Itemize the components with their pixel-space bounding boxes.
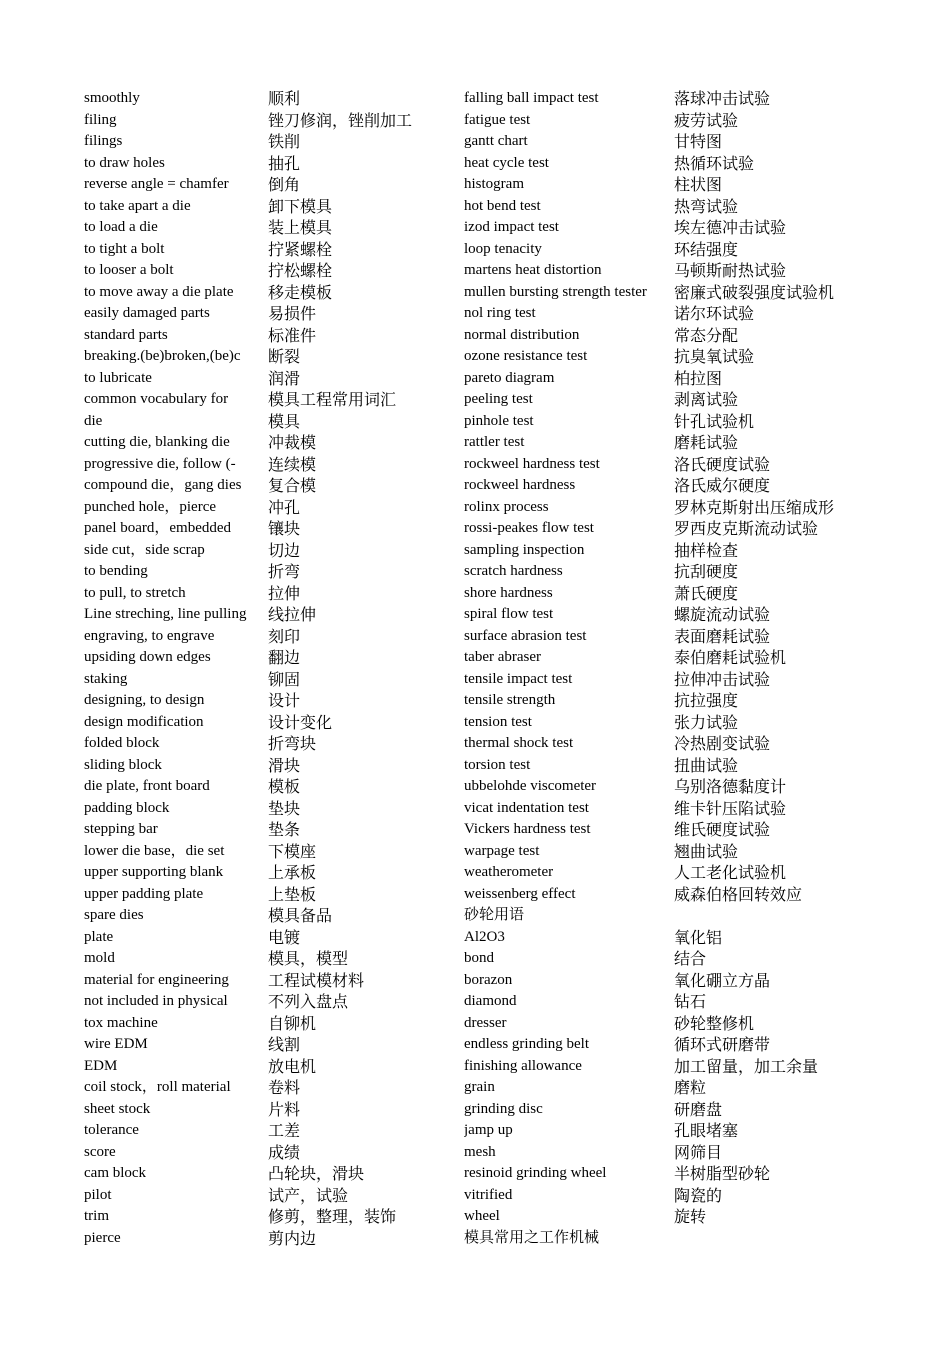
chinese-term: 电镀 (268, 927, 301, 947)
chinese-term: 折弯块 (268, 734, 317, 753)
chinese-term: 上垫板 (268, 884, 317, 904)
english-term: filing (84, 111, 117, 128)
chinese-term: 模具备品 (268, 906, 333, 925)
english-term: lower die base，die set (84, 842, 225, 859)
english-term: rockweel hardness test (464, 455, 600, 472)
english-term: sliding block (84, 756, 162, 773)
english-term: to load a die (84, 219, 158, 235)
chinese-term: 设计变化 (268, 712, 333, 732)
chinese-term: 张力试验 (674, 712, 739, 732)
english-term: side cut，side scrap (84, 541, 205, 558)
english-term: score (84, 1143, 116, 1160)
chinese-term: 剥离试验 (674, 390, 739, 409)
chinese-term: 翘曲试验 (674, 841, 739, 861)
english-term: hot bend test (464, 197, 541, 214)
english-term: to tight a bolt (84, 240, 165, 257)
english-term: izod impact test (464, 219, 559, 235)
english-term: to lubricate (84, 369, 152, 386)
english-term: tension test (464, 713, 532, 730)
english-term: rossi-peakes flow test (464, 520, 594, 536)
chinese-term: 折弯 (268, 562, 301, 581)
chinese-term: 修剪，整理，装饰 (268, 1207, 397, 1226)
chinese-term: 结合 (674, 949, 707, 968)
chinese-term: 设计 (268, 691, 301, 710)
english-term: peeling test (464, 391, 533, 407)
english-term: plate (84, 928, 114, 945)
chinese-term: 剪内边 (268, 1228, 317, 1248)
chinese-term: 抗拉强度 (674, 691, 739, 710)
english-term: tensile impact test (464, 670, 573, 687)
chinese-term: 冲裁模 (268, 433, 317, 452)
chinese-term: 螺旋流动试验 (674, 605, 771, 624)
english-term: endless grinding belt (464, 1036, 589, 1052)
english-term: weissenberg effect (464, 885, 576, 902)
chinese-term: 断裂 (268, 347, 301, 366)
chinese-term: 凸轮块，滑块 (268, 1164, 365, 1183)
english-term: progressive die, follow (- (84, 455, 236, 472)
chinese-term: 热弯试验 (674, 196, 739, 216)
english-term: cutting die, blanking die (84, 434, 230, 450)
chinese-term: 表面磨耗试验 (674, 626, 771, 646)
chinese-term: 铆固 (268, 669, 301, 689)
chinese-term: 抗臭氧试验 (674, 347, 755, 366)
chinese-term: 人工老化试验机 (674, 863, 787, 882)
english-term: Al2O3 (464, 928, 505, 945)
english-term: tox machine (84, 1014, 158, 1031)
english-term: pilot (84, 1186, 112, 1203)
english-term: to bending (84, 563, 148, 579)
english-term: not included in physical (84, 993, 228, 1009)
english-term: reverse angle = chamfer (84, 176, 229, 192)
chinese-term: 不列入盘点 (268, 992, 349, 1011)
chinese-term: 氧化铝 (674, 927, 723, 947)
english-term: die (84, 412, 103, 429)
english-term: thermal shock test (464, 735, 574, 751)
chinese-term: 切边 (268, 540, 301, 560)
chinese-term: 放电机 (268, 1056, 317, 1076)
english-term: normal distribution (464, 326, 580, 343)
english-term: diamond (464, 993, 517, 1009)
english-term: pinhole test (464, 412, 534, 429)
chinese-term: 连续模 (268, 454, 317, 474)
english-term: designing, to design (84, 692, 205, 708)
chinese-term: 拧松螺栓 (268, 261, 333, 280)
english-term: common vocabulary for (84, 391, 229, 407)
english-term: torsion test (464, 756, 531, 773)
english-term: rattler test (464, 434, 525, 450)
chinese-term: 滑块 (268, 755, 301, 775)
english-term: falling ball impact test (464, 90, 599, 106)
chinese-term: 旋转 (674, 1207, 707, 1226)
english-term: Vickers hardness test (464, 821, 591, 837)
english-term: EDM (84, 1057, 118, 1074)
chinese-term: 常态分配 (674, 325, 739, 345)
english-term: shore hardness (464, 584, 553, 601)
chinese-term: 磨耗试验 (674, 433, 739, 452)
chinese-term: 疲劳试验 (674, 110, 739, 130)
english-term: martens heat distortion (464, 262, 602, 278)
chinese-term: 磨粒 (674, 1078, 707, 1097)
english-term: mesh (464, 1143, 496, 1160)
chinese-term: 柏拉图 (674, 368, 723, 388)
chinese-term: 垫条 (268, 820, 301, 839)
chinese-term: 模具，模型 (268, 949, 349, 968)
chinese-term: 上承板 (268, 863, 317, 882)
english-term: vitrified (464, 1186, 513, 1203)
chinese-term: 罗林克斯射出压缩成形 (674, 497, 835, 517)
chinese-term: 环结强度 (674, 239, 739, 259)
english-term: Line streching, line pulling (84, 606, 247, 622)
english-term: coil stock，roll material (84, 1079, 231, 1095)
chinese-term: 模具 (268, 411, 301, 431)
english-term: warpage test (464, 842, 540, 859)
chinese-term: 试产，试验 (268, 1185, 349, 1205)
english-term: rockweel hardness (464, 477, 576, 493)
english-term: sheet stock (84, 1100, 151, 1117)
english-term: design modification (84, 713, 204, 730)
english-term: finishing allowance (464, 1057, 582, 1074)
chinese-term: 扭曲试验 (674, 755, 739, 775)
chinese-term: 拉伸冲击试验 (674, 669, 771, 689)
chinese-term: 萧氏硬度 (674, 583, 739, 603)
chinese-term: 线割 (268, 1035, 301, 1054)
english-term: staking (84, 670, 128, 687)
english-term: weatherometer (464, 864, 554, 880)
english-term: ubbelohde viscometer (464, 778, 597, 794)
chinese-term: 维氏硬度试验 (674, 820, 771, 839)
chinese-term: 刻印 (268, 626, 301, 646)
chinese-term: 移走模板 (268, 282, 333, 302)
english-term: engraving, to engrave (84, 627, 215, 644)
english-term: stepping bar (84, 821, 158, 837)
chinese-term: 威森伯格回转效应 (674, 884, 803, 904)
chinese-term: 装上模具 (268, 218, 333, 237)
chinese-term: 循环式研磨带 (674, 1035, 771, 1054)
chinese-term: 孔眼堵塞 (674, 1121, 739, 1140)
english-term: grinding disc (464, 1100, 543, 1117)
english-term: tensile strength (464, 692, 556, 708)
english-term: compound die，gang dies (84, 477, 242, 493)
english-term: panel board，embedded (84, 520, 232, 536)
english-term: heat cycle test (464, 154, 549, 171)
english-term: to draw holes (84, 154, 165, 171)
chinese-term: 柱状图 (674, 175, 723, 194)
chinese-term: 抗刮硬度 (674, 562, 739, 581)
english-term: nol ring test (464, 305, 536, 321)
chinese-term: 马顿斯耐热试验 (674, 261, 787, 280)
english-term: padding block (84, 799, 170, 816)
chinese-term: 翻边 (268, 648, 301, 667)
english-term: ozone resistance test (464, 348, 588, 364)
english-term: vicat indentation test (464, 799, 589, 816)
chinese-term: 落球冲击试验 (674, 89, 771, 108)
english-term: to pull, to stretch (84, 584, 186, 601)
chinese-term: 工程试模材料 (268, 970, 365, 990)
english-term: mold (84, 950, 115, 966)
chinese-term: 标准件 (268, 325, 317, 345)
english-term: easily damaged parts (84, 305, 210, 321)
english-term: pierce (84, 1229, 121, 1246)
english-term: gantt chart (464, 133, 528, 149)
english-term: jamp up (464, 1122, 513, 1138)
english-term: spare dies (84, 907, 144, 923)
chinese-term: 密廉式破裂强度试验机 (674, 282, 835, 302)
chinese-term: 冲孔 (268, 497, 301, 517)
english-term: bond (464, 950, 494, 966)
chinese-term: 易损件 (268, 304, 317, 323)
chinese-term: 顺利 (268, 89, 301, 108)
english-term: loop tenacity (464, 240, 542, 257)
chinese-term: 铁削 (268, 132, 301, 151)
english-term: trim (84, 1208, 109, 1224)
chinese-term: 半树脂型砂轮 (674, 1164, 771, 1183)
english-term: sampling inspection (464, 541, 585, 558)
chinese-term: 氧化硼立方晶 (674, 970, 771, 990)
chinese-term: 下模座 (268, 841, 317, 861)
chinese-term: 拧紧螺栓 (268, 239, 333, 259)
english-term: borazon (464, 971, 513, 988)
english-term: 砂轮用语 (464, 907, 525, 923)
chinese-term: 冷热剧变试验 (674, 734, 771, 753)
english-term: taber abraser (464, 649, 542, 665)
english-term: fatigue test (464, 111, 531, 128)
chinese-term: 罗西皮克斯流动试验 (674, 519, 819, 538)
chinese-term: 热循环试验 (674, 153, 755, 173)
chinese-term: 钻石 (674, 992, 707, 1011)
chinese-term: 倒角 (268, 175, 301, 194)
chinese-term: 维卡针压陷试验 (674, 798, 787, 818)
english-term: 模具常用之工作机械 (464, 1229, 600, 1246)
chinese-term: 镶块 (268, 519, 301, 538)
chinese-term: 加工留量，加工余量 (674, 1056, 819, 1076)
english-term: wire EDM (84, 1036, 148, 1052)
english-term: filings (84, 133, 123, 149)
chinese-term: 润滑 (268, 368, 301, 388)
english-term: rolinx process (464, 498, 549, 515)
chinese-term: 乌别洛德黏度计 (674, 777, 787, 796)
chinese-term: 垫块 (268, 798, 301, 818)
english-term: standard parts (84, 326, 168, 343)
english-term: surface abrasion test (464, 627, 587, 644)
english-term: folded block (84, 735, 160, 751)
chinese-term: 自铆机 (268, 1013, 317, 1033)
chinese-term: 针孔试验机 (674, 411, 755, 431)
english-term: tolerance (84, 1122, 139, 1138)
chinese-term: 砂轮整修机 (674, 1013, 755, 1033)
chinese-term: 抽孔 (268, 153, 301, 173)
chinese-term: 工差 (268, 1121, 301, 1140)
english-term: breaking.(be)broken,(be)c (84, 348, 241, 364)
chinese-term: 埃左德冲击试验 (674, 218, 787, 237)
english-term: to looser a bolt (84, 262, 174, 278)
english-term: scratch hardness (464, 563, 563, 579)
english-term: spiral flow test (464, 606, 554, 622)
chinese-term: 复合模 (268, 476, 317, 495)
chinese-term: 片料 (268, 1099, 301, 1119)
english-term: mullen bursting strength tester (464, 283, 647, 300)
english-term: die plate, front board (84, 778, 210, 794)
english-term: pareto diagram (464, 369, 555, 386)
english-term: cam block (84, 1165, 147, 1181)
chinese-term: 线拉伸 (268, 605, 317, 624)
english-term: grain (464, 1079, 495, 1095)
chinese-term: 甘特图 (674, 132, 723, 151)
chinese-term: 陶瓷的 (674, 1185, 723, 1205)
english-term: to move away a die plate (84, 283, 234, 300)
english-term: dresser (464, 1014, 507, 1031)
chinese-term: 诺尔环试验 (674, 304, 755, 323)
english-term: smoothly (84, 90, 140, 106)
chinese-term: 抽样检查 (674, 540, 739, 560)
chinese-term: 模板 (268, 777, 301, 796)
chinese-term: 锉刀修润，锉削加工 (268, 110, 413, 130)
chinese-term: 泰伯磨耗试验机 (674, 648, 787, 667)
english-term: histogram (464, 176, 524, 192)
chinese-term: 洛氏硬度试验 (674, 454, 771, 474)
english-term: punched hole，pierce (84, 498, 217, 515)
english-term: upsiding down edges (84, 649, 211, 665)
english-term: wheel (464, 1208, 500, 1224)
english-term: to take apart a die (84, 197, 191, 214)
chinese-term: 卸下模具 (268, 196, 333, 216)
chinese-term: 卷料 (268, 1078, 301, 1097)
chinese-term: 拉伸 (268, 583, 301, 603)
chinese-term: 洛氏威尔硬度 (674, 476, 771, 495)
chinese-term: 成绩 (268, 1142, 301, 1162)
english-term: material for engineering (84, 971, 229, 988)
chinese-term: 研磨盘 (674, 1099, 723, 1119)
chinese-term: 模具工程常用词汇 (268, 390, 397, 409)
chinese-term: 网筛目 (674, 1142, 723, 1162)
english-term: resinoid grinding wheel (464, 1165, 607, 1181)
english-term: upper supporting blank (84, 864, 224, 880)
english-term: upper padding plate (84, 885, 204, 902)
